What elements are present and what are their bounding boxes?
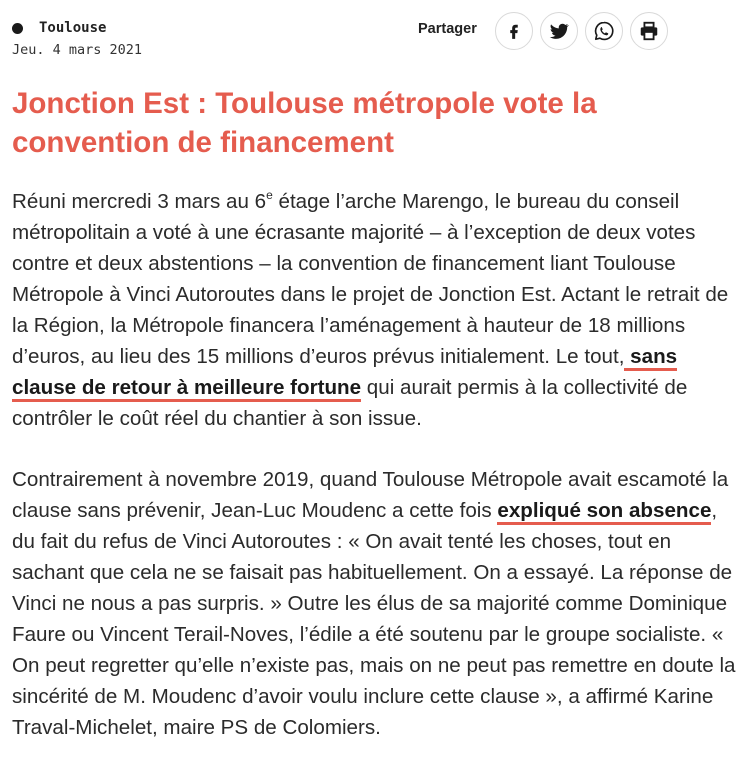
article-date: Jeu. 4 mars 2021: [12, 42, 143, 58]
p2-text-b: , du fait du refus de Vinci Autoroutes : « On avait tenté les choses, tout en sachant que cela ne se faisait pas habituellement. On a essayé. La réponse de Vinci ne nous a pas surpris. » Outre les élus de sa majorité comme Dominique Faure ou Vincent Terail-Noves, l’édile a été soutenu par le groupe socialiste. « On peut regretter qu’elle n’existe pas, mais on ne peut pas remettre en doute la sincérité de M. Moudenc d’avoir voulu inclure cette clause », a affirmé Karine Traval-Michelet, maire PS de Colomiers.: [12, 499, 736, 739]
location-label: Toulouse: [39, 20, 107, 36]
paragraph-2: [12, 464, 737, 743]
link-clause-retour-meilleure-fortune[interactable]: sans clause de retour à meilleure fortune: [12, 345, 677, 402]
share-bar: [418, 12, 675, 50]
twitter-icon: [548, 20, 570, 42]
ordinal-suffix: e: [266, 188, 273, 202]
print-button[interactable]: [630, 12, 668, 50]
paragraph-1: [12, 186, 737, 434]
p1-text-a: Réuni mercredi 3 mars au 6: [12, 190, 267, 213]
location-tag[interactable]: [12, 20, 142, 36]
article-body: [12, 186, 737, 773]
p1-text-c: qui aurait permis à la collectivité de contrôler le coût réel du chantier à son issue.: [12, 376, 688, 430]
share-label: Partager: [418, 21, 477, 37]
share-twitter-button[interactable]: [540, 12, 578, 50]
p2-text-a: Contrairement à novembre 2019, quand Toulouse Métropole avait escamoté la clause sans prévenir, Jean-Luc Moudenc a cette fois: [12, 468, 729, 522]
facebook-icon: [504, 21, 524, 41]
share-whatsapp-button[interactable]: [585, 12, 623, 50]
print-icon: [638, 20, 660, 42]
p1-text-b: étage l’arche Marengo, le bureau du conseil métropolitain a voté à une écrasante majorité – à l’exception de deux votes contre et deux abstentions – la convention de financement liant Toulouse Métropole à Vinci Autoroutes dans le projet de Jonction Est. Actant le retrait de la Région, la Métropole financera l’aménagement à hauteur de 18 millions d’euros, au lieu des 15 millions d’euros prévus initialement. Le tout,: [12, 190, 729, 368]
bullet-dot-icon: [12, 23, 23, 34]
article-meta: [12, 20, 142, 58]
link-explique-son-absence[interactable]: expliqué son absence: [497, 499, 711, 525]
whatsapp-icon: [593, 20, 615, 42]
article-title: Jonction Est : Toulouse métropole vote la convention de financement: [12, 87, 597, 159]
share-facebook-button[interactable]: [495, 12, 533, 50]
